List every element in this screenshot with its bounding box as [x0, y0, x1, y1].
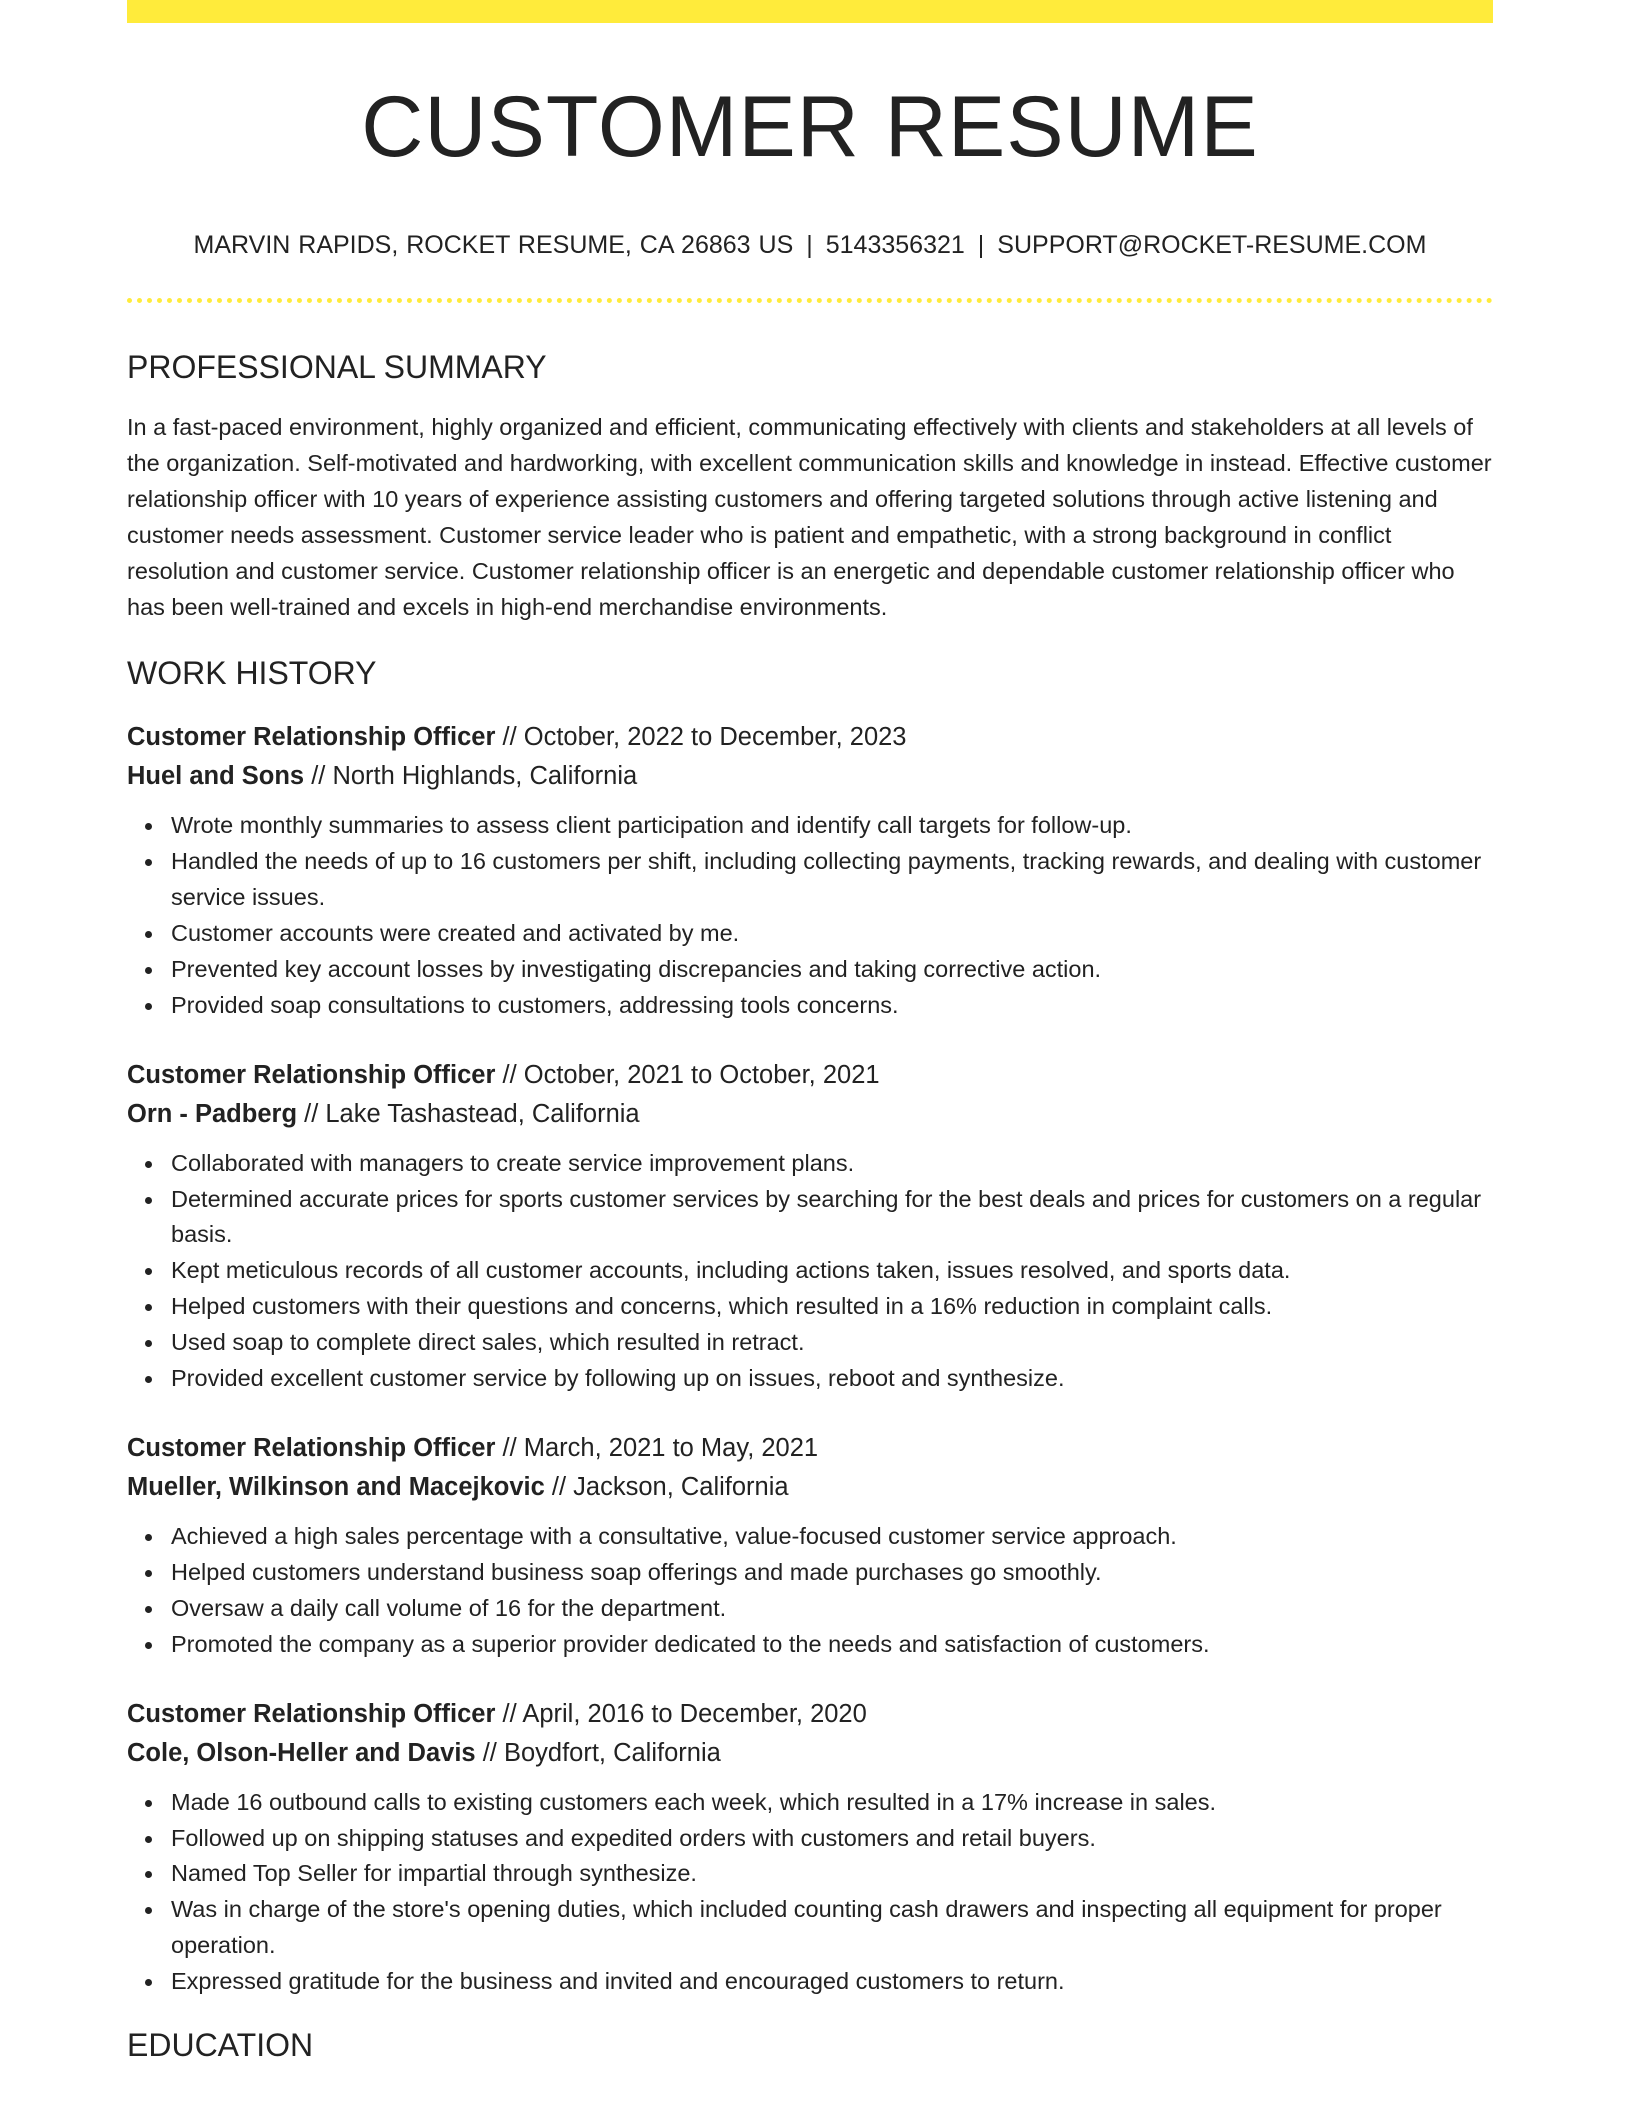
work-history-list — [127, 718, 1493, 2000]
list-item — [171, 1785, 1493, 1821]
job-entry — [127, 1056, 1493, 1397]
bullet-text: Handled the needs of up to 16 customers per shift, including collecting payments, tracking rewards, and dealing with customer service issues. — [171, 848, 1482, 911]
job-company: Huel and Sons — [127, 762, 305, 791]
list-item — [171, 1519, 1493, 1555]
job-role: Customer Relationship Officer — [127, 723, 496, 752]
list-item — [171, 1325, 1493, 1361]
list-item — [171, 1856, 1493, 1892]
education-heading: EDUCATION — [127, 2027, 314, 2064]
bullet-text: Oversaw a daily call volume of 16 for the department. — [171, 1594, 727, 1621]
accent-bar — [127, 0, 1493, 23]
bullet-dot — [145, 1340, 152, 1347]
bullet-dot — [145, 1606, 152, 1613]
bullet-dot — [145, 1979, 152, 1986]
bullet-dot — [145, 823, 152, 830]
job-entry — [127, 718, 1493, 1023]
job-dates: // October, 2022 to December, 2023 — [495, 723, 907, 752]
bullet-text: Was in charge of the store's opening duties, which included counting cash drawers and inspecting all equipment for proper operation. — [171, 1896, 1442, 1959]
bullet-text: Used soap to complete direct sales, which resulted in retract. — [171, 1329, 805, 1356]
job-dates: // October, 2021 to October, 2021 — [495, 1060, 880, 1089]
list-item — [171, 1555, 1493, 1591]
list-item — [171, 1289, 1493, 1325]
job-location: // North Highlands, California — [304, 762, 638, 791]
list-item — [171, 1964, 1493, 2000]
bullet-dot — [145, 1642, 152, 1649]
job-company: Mueller, Wilkinson and Macejkovic — [127, 1473, 545, 1501]
job-company-line — [127, 757, 1493, 796]
bullet-dot — [145, 859, 152, 866]
bullet-dot — [145, 1003, 152, 1010]
bullet-text: Achieved a high sales percentage with a consultative, value-focused customer service approach. — [171, 1523, 1177, 1549]
bullet-text: Helped customers with their questions and concerns, which resulted in a 16% reduction in complaint calls. — [171, 1293, 1273, 1320]
bullet-text: Provided excellent customer service by following up on issues, reboot and synthesize. — [171, 1365, 1065, 1392]
bullet-dot — [145, 931, 152, 938]
job-title-line — [127, 1056, 1493, 1095]
bullet-dot — [145, 1871, 152, 1878]
bullet-dot — [145, 1197, 152, 1204]
bullet-dot — [145, 1800, 152, 1807]
resume-page — [127, 0, 1493, 2064]
contact-line — [127, 230, 1493, 260]
list-item — [171, 1182, 1493, 1254]
summary-text: In a fast-paced environment, highly organized and efficient, communicating effectively with clients and stakeholders at all levels of the organization. Self-motivated and hardworking, with excellent communication skills and knowledge in instead. Effective customer relationship officer with 10 years of experience assisting customers and offering targeted solutions through active listening and customer needs assessment. Customer service leader who is patient and empathetic, with a strong background in conflict resolution and customer service. Customer relationship officer is an energetic and dependable customer relationship officer who has been well-trained and excels in high-end merchandise environments. — [127, 414, 1492, 620]
job-location: // Boydfort, California — [475, 1738, 721, 1767]
bullet-dot — [145, 1161, 152, 1168]
job-company: Cole, Olson-Heller and Davis — [127, 1738, 476, 1767]
job-entry — [127, 1695, 1493, 2000]
job-role: Customer Relationship Officer — [127, 1434, 496, 1462]
job-title-line — [127, 1429, 1493, 1468]
bullet-dot — [145, 1836, 152, 1843]
list-item — [171, 916, 1493, 952]
job-company-line — [127, 1095, 1493, 1134]
job-role: Customer Relationship Officer — [127, 1060, 496, 1089]
list-item — [171, 844, 1493, 916]
job-company-line — [127, 1734, 1493, 1773]
bullet-text: Customer accounts were created and activated by me. — [171, 919, 740, 946]
list-item — [171, 1591, 1493, 1627]
bullet-dot — [145, 1570, 152, 1577]
bullet-text: Kept meticulous records of all customer accounts, including actions taken, issues resolved, and sports data. — [171, 1257, 1291, 1284]
page-title: CUSTOMER RESUME — [361, 79, 1259, 175]
list-item — [171, 988, 1493, 1024]
bullet-text: Named Top Seller for impartial through synthesize. — [171, 1860, 697, 1887]
contact-separator: | — [806, 231, 813, 259]
job-location: // Lake Tashastead, California — [297, 1099, 640, 1128]
bullet-dot — [145, 1376, 152, 1383]
bullet-dot — [145, 1907, 152, 1914]
job-title-line — [127, 1695, 1493, 1734]
list-item — [171, 952, 1493, 988]
job-title-line — [127, 718, 1493, 757]
contact-phone: 5143356321 — [825, 231, 965, 259]
job-bullet-list — [171, 1785, 1493, 2000]
bullet-text: Collaborated with managers to create service improvement plans. — [171, 1149, 855, 1176]
job-bullet-list — [171, 808, 1493, 1023]
job-role: Customer Relationship Officer — [127, 1699, 496, 1728]
bullet-text: Expressed gratitude for the business and invited and encouraged customers to return. — [171, 1968, 1065, 1995]
contact-email: SUPPORT@ROCKET-RESUME.COM — [997, 231, 1427, 259]
work-history-heading: WORK HISTORY — [127, 654, 377, 691]
dotted-divider — [127, 298, 1493, 303]
summary-heading: PROFESSIONAL SUMMARY — [127, 349, 547, 385]
list-item — [171, 1361, 1493, 1397]
list-item — [171, 808, 1493, 844]
job-entry — [127, 1429, 1493, 1663]
bullet-text: Prevented key account losses by investigating discrepancies and taking corrective action. — [171, 955, 1102, 982]
job-bullet-list — [171, 1146, 1493, 1397]
list-item — [171, 1146, 1493, 1182]
bullet-text: Wrote monthly summaries to assess client participation and identify call targets for follow-up. — [171, 812, 1132, 839]
list-item — [171, 1892, 1493, 1964]
job-bullet-list — [171, 1519, 1493, 1663]
bullet-text: Helped customers understand business soap offerings and made purchases go smoothly. — [171, 1558, 1102, 1585]
bullet-text: Determined accurate prices for sports customer services by searching for the best deals and prices for customers on a regular basis. — [171, 1185, 1482, 1248]
bullet-dot — [145, 1534, 152, 1541]
bullet-text: Made 16 outbound calls to existing customers each week, which resulted in a 17% increase in sales. — [171, 1788, 1217, 1815]
job-dates: // April, 2016 to December, 2020 — [495, 1699, 867, 1728]
bullet-dot — [145, 1304, 152, 1311]
bullet-text: Promoted the company as a superior provider dedicated to the needs and satisfaction of customers. — [171, 1630, 1210, 1657]
bullet-dot — [145, 1268, 152, 1275]
bullet-text: Provided soap consultations to customers, addressing tools concerns. — [171, 991, 899, 1018]
list-item — [171, 1821, 1493, 1857]
job-company-line — [127, 1468, 1493, 1507]
job-company: Orn - Padberg — [127, 1099, 298, 1128]
contact-separator: | — [977, 231, 985, 259]
contact-address: MARVIN RAPIDS, ROCKET RESUME, CA 26863 US — [193, 231, 794, 259]
bullet-text: Followed up on shipping statuses and expedited orders with customers and retail buyers. — [171, 1824, 1096, 1851]
list-item — [171, 1253, 1493, 1289]
job-location: // Jackson, California — [544, 1473, 789, 1501]
job-dates: // March, 2021 to May, 2021 — [495, 1434, 819, 1462]
list-item — [171, 1627, 1493, 1663]
bullet-dot — [145, 967, 152, 974]
